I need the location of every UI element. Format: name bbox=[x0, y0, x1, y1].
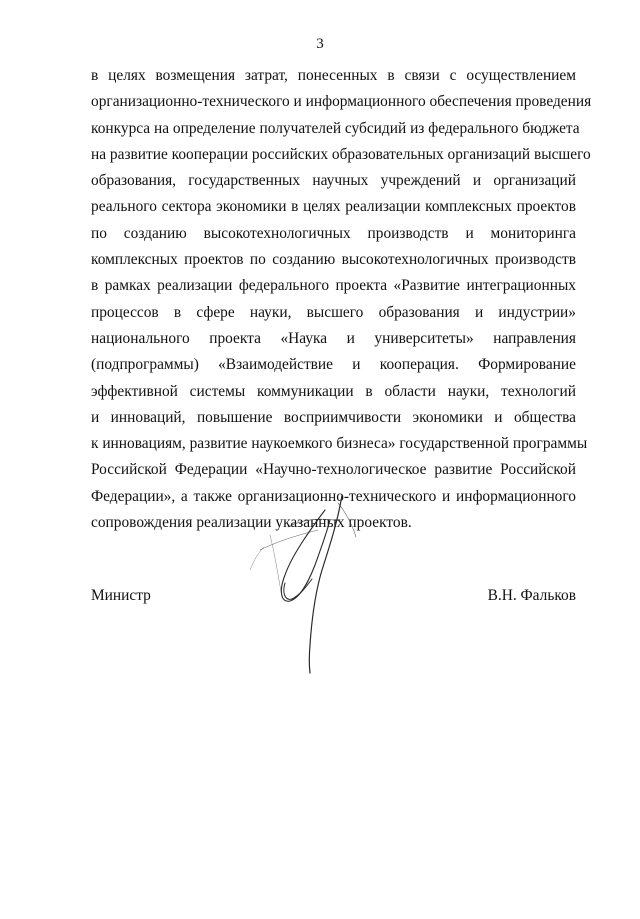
body-line: в целях возмещения затрат, понесенных в связи с осуществлением bbox=[91, 67, 576, 84]
body-line: реального сектора экономики в целях реализации комплексных проектов bbox=[91, 198, 576, 216]
body-line: к инновациям, развитие наукоемкого бизнеса» государственной программы bbox=[91, 435, 588, 453]
body-line: (подпрограммы) «Взаимодействие и кооперация. Формирование bbox=[91, 356, 576, 374]
body-line: комплексных проектов по созданию высокотехнологичных производств bbox=[91, 251, 576, 269]
body-line: организационно-технического и информационного обеспечения проведения bbox=[91, 93, 592, 111]
letter-body bbox=[91, 63, 592, 536]
body-line: сопровождения реализации указанных проектов. bbox=[91, 514, 412, 532]
body-line: эффективной системы коммуникации в области науки, технологий bbox=[91, 382, 576, 400]
signer-name: В.Н. Фальков bbox=[487, 587, 576, 604]
signer-title: Министр bbox=[91, 587, 151, 604]
handwritten-signature bbox=[230, 475, 390, 675]
body-line: образования, государственных научных учреждений и организаций bbox=[91, 172, 576, 190]
body-line: на развитие кооперации российских образовательных организаций высшего bbox=[91, 145, 591, 163]
body-line: национального проекта «Наука и университеты» направления bbox=[91, 329, 576, 347]
page-number: 3 bbox=[316, 36, 324, 52]
body-line: и инноваций, повышение восприимчивости экономики и общества bbox=[91, 408, 576, 426]
body-line: Российской Федерации «Научно-технологическое развитие Российской bbox=[91, 461, 576, 479]
body-line: Федерации», а также организационно-технического и информационного bbox=[91, 487, 576, 505]
body-line: по созданию высокотехнологичных производств и мониторинга bbox=[91, 224, 576, 242]
body-line: конкурса на определение получателей субсидий из федерального бюджета bbox=[91, 119, 580, 137]
body-line: в рамках реализации федерального проекта «Развитие интеграционных bbox=[91, 277, 576, 295]
body-line: процессов в сфере науки, высшего образования и индустрии» bbox=[91, 303, 576, 321]
